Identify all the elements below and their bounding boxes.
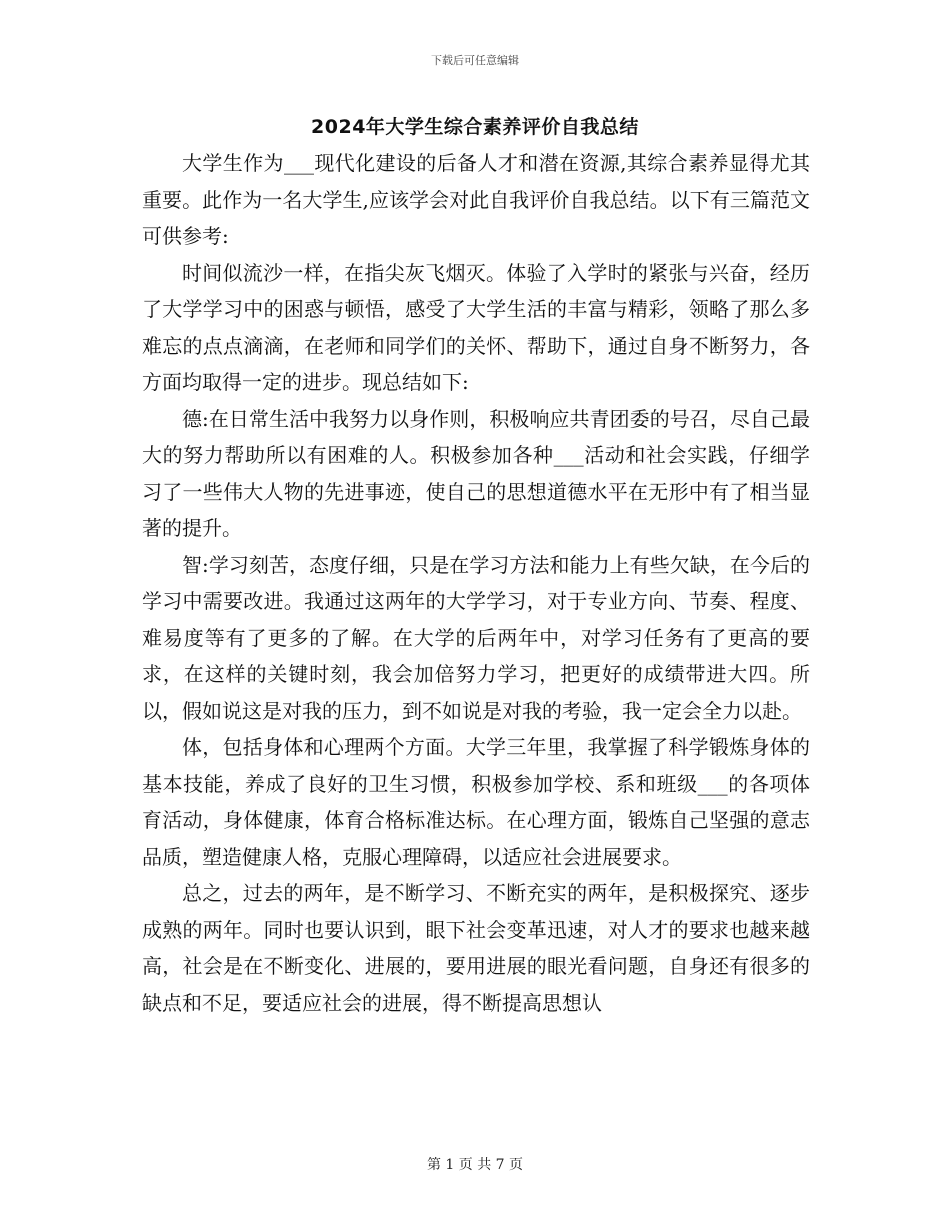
paragraph-physical: 体，包括身体和心理两个方面。大学三年里，我掌握了科学锻炼身体的基本技能，养成了良好的卫生习惯，积极参加学校、系和班级___的各项体育活动，身体健康，体育合格标准达标。在心理方面，锻炼自己坚强的意志品质，塑造健康人格，克服心理障碍，以适应社会进展要求。 [142, 735, 810, 869]
document-body [142, 145, 810, 1021]
page-number: 第 1 页 共 7 页 [426, 1157, 524, 1173]
paragraph-intro: 大学生作为___现代化建设的后备人才和潜在资源,其综合素养显得尤其重要。此作为一名大学生,应该学会对此自我评价自我总结。以下有三篇范文可供参考: [142, 151, 810, 248]
paragraph-intellect: 智:学习刻苦，态度仔细，只是在学习方法和能力上有些欠缺，在今后的学习中需要改进。我通过这两年的大学学习，对于专业方向、节奏、程度、难易度等有了更多的了解。在大学的后两年中，对学习任务有了更高的要求，在这样的关键时刻，我会加倍努力学习，把更好的成绩带进大四。所以，假如说这是对我的压力，到不如说是对我的考验，我一定会全力以赴。 [142, 552, 810, 723]
paragraph-conclusion: 总之，过去的两年，是不断学习、不断充实的两年，是积极探究、逐步成熟的两年。同时也要认识到，眼下社会变革迅速，对人才的要求也越来越高，社会是在不断变化、进展的，要用进展的眼光看问题，自身还有很多的缺点和不足，要适应社会的进展，得不断提高思想认 [142, 881, 810, 1015]
page-header-note: 下载后可任意编辑 [431, 54, 519, 67]
paragraph-moral: 德:在日常生活中我努力以身作则，积极响应共青团委的号召，尽自己最大的努力帮助所以有困难的人。积极参加各种___活动和社会实践，仔细学习了一些伟大人物的先进事迹，使自己的思想道德水平在无形中有了相当显著的提升。 [142, 406, 810, 540]
paragraph-overview: 时间似流沙一样，在指尖灰飞烟灭。体验了入学时的紧张与兴奋，经历了大学学习中的困惑与顿悟，感受了大学生活的丰富与精彩，领略了那么多难忘的点点滴滴，在老师和同学们的关怀、帮助下，通过自身不断努力，各方面均取得一定的进步。现总结如下: [142, 260, 810, 394]
document-title: 2024年大学生综合素养评价自我总结 [311, 116, 639, 138]
